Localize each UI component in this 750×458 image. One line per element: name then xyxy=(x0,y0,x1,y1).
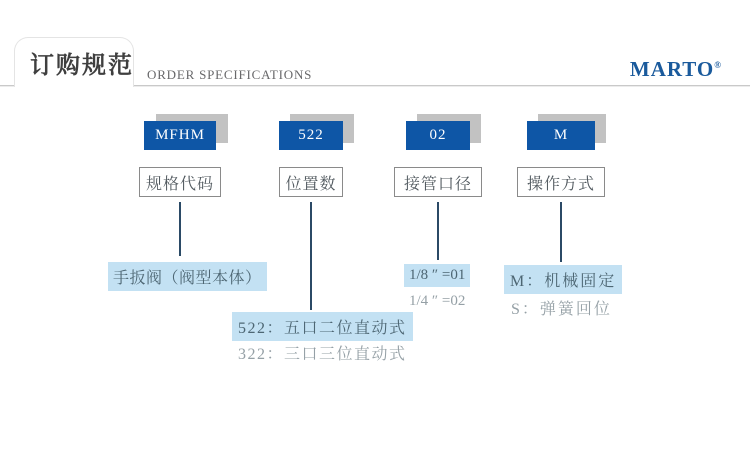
label-positions: 位置数 xyxy=(279,167,343,197)
option-valve-body: 手扳阀（阀型本体） xyxy=(108,262,267,291)
option-mechanical-fixed: M：机械固定 xyxy=(504,265,622,294)
option-1-8-inch: 1/8 ″ =01 xyxy=(404,264,470,287)
code-box-spec: MFHM xyxy=(144,121,216,150)
code-box-positions: 522 xyxy=(279,121,343,150)
option-322: 322：三口三位直动式 xyxy=(238,346,407,363)
option-1-4-inch: 1/4 ″ =02 xyxy=(409,293,466,309)
label-operation: 操作方式 xyxy=(517,167,605,197)
page-subtitle: ORDER SPECIFICATIONS xyxy=(147,67,313,82)
option-spring-return: S：弹簧回位 xyxy=(511,301,612,318)
page-title: 订购规范 xyxy=(30,53,134,79)
code-box-operation: M xyxy=(527,121,595,150)
brand-name: MARTO xyxy=(629,57,715,81)
registered-trademark-mark: ® xyxy=(714,60,722,70)
connector-line-port-size xyxy=(437,202,439,260)
connector-line-operation xyxy=(560,202,562,262)
connector-line-positions xyxy=(310,202,312,310)
label-spec-code: 规格代码 xyxy=(139,167,221,197)
brand-logo xyxy=(630,57,722,82)
connector-line-spec xyxy=(179,202,181,256)
code-box-port-size: 02 xyxy=(406,121,470,150)
option-522: 522：五口二位直动式 xyxy=(232,312,413,341)
label-port-size: 接管口径 xyxy=(394,167,482,197)
